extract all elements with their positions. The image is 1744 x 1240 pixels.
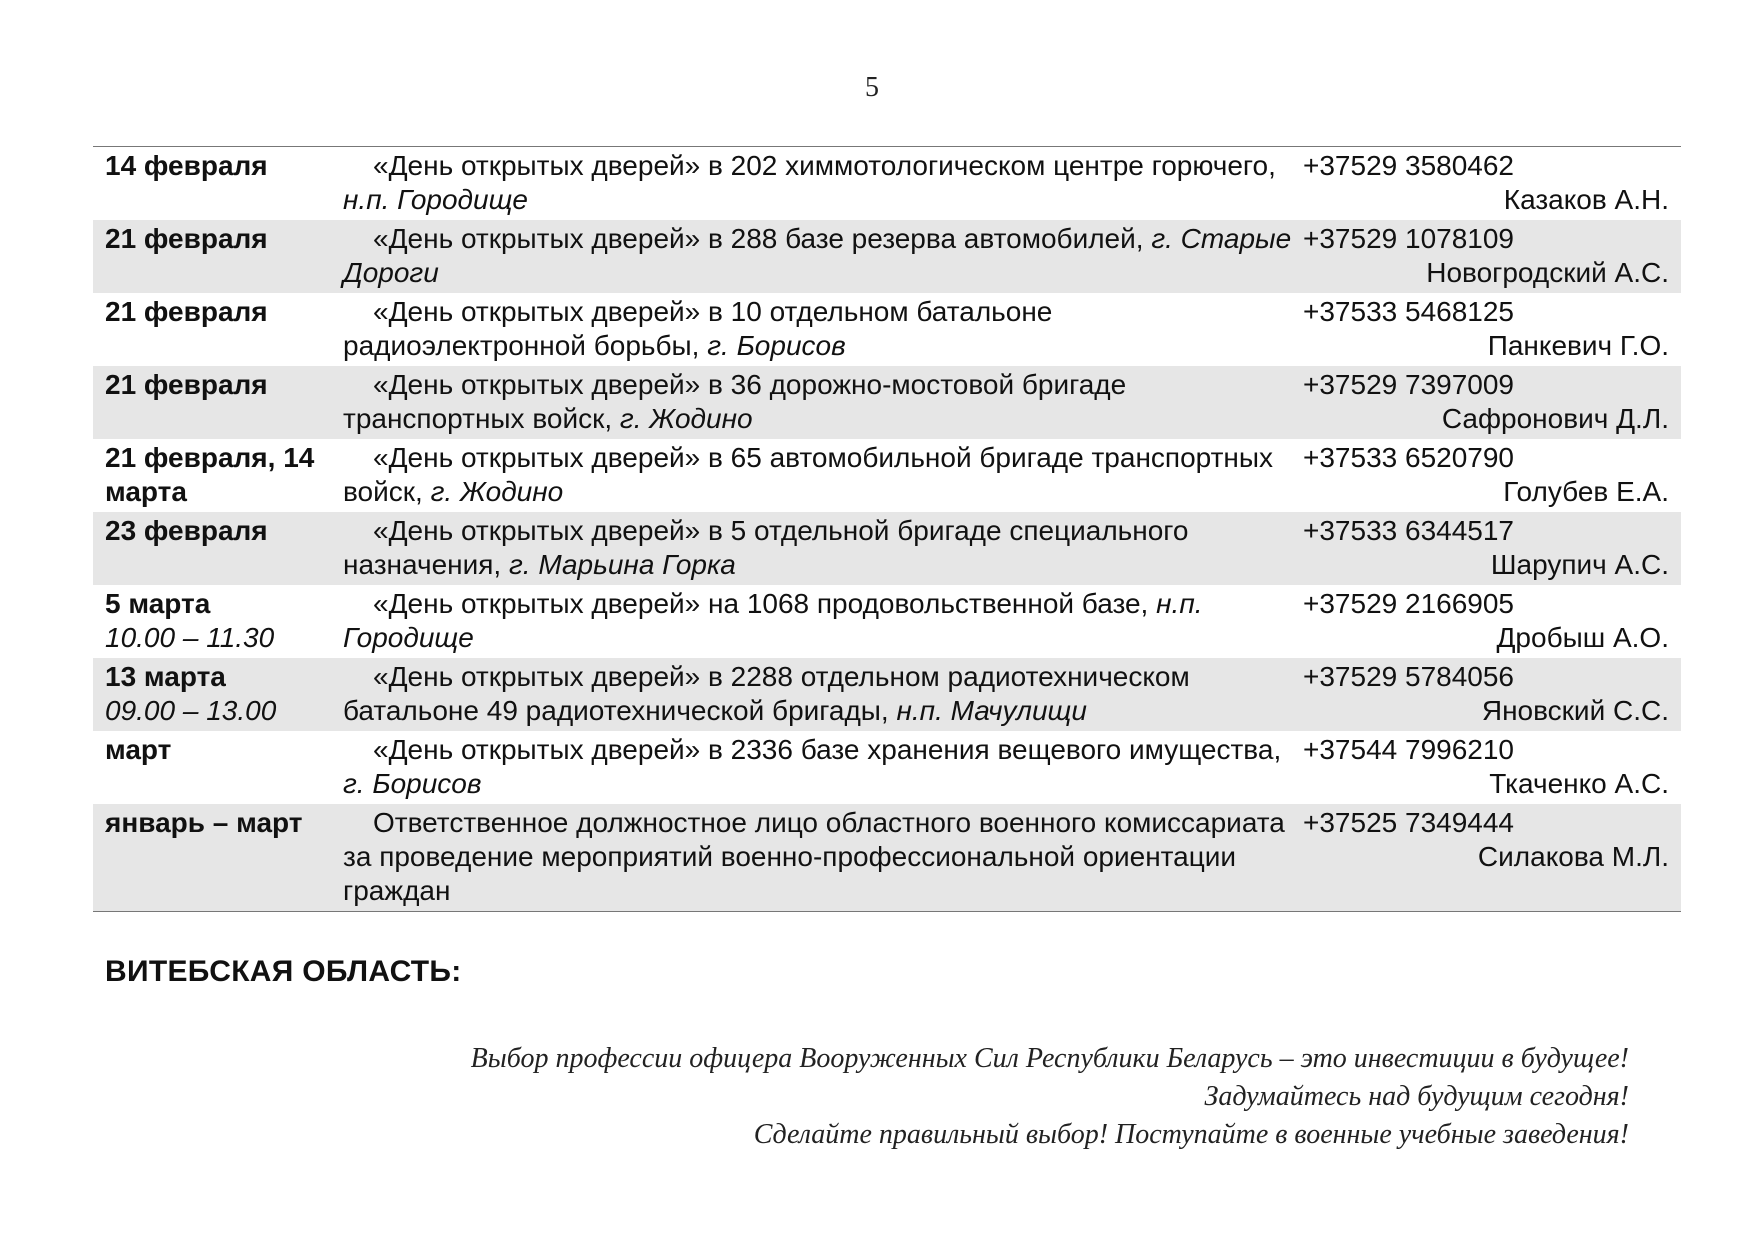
event-description-cell (343, 660, 1303, 728)
table-row (93, 293, 1681, 366)
event-date: январь – март (105, 807, 303, 838)
event-location: н.п. Городище (343, 184, 528, 215)
event-date-cell (93, 222, 343, 290)
event-description (343, 295, 1303, 363)
event-location: г. Борисов (343, 768, 482, 799)
contact-person: Казаков А.Н. (1503, 184, 1669, 215)
contact-person: Голубев Е.А. (1503, 476, 1669, 507)
contact-phone: +37529 2166905 (1303, 588, 1514, 619)
event-date: 21 февраля (105, 223, 268, 254)
contact-person: Панкевич Г.О. (1487, 330, 1669, 361)
event-description-cell (343, 587, 1303, 655)
event-text: «День открытых дверей» в 202 химмотологическом центре горючего, (373, 150, 1276, 181)
contact-cell (1303, 222, 1681, 290)
slogan-line: Задумайтесь над будущим сегодня! (1204, 1081, 1629, 1112)
event-description (343, 733, 1303, 801)
table-row (93, 585, 1681, 658)
event-text: «День открытых дверей» в 5 отдельной бригаде специального назначения, (343, 515, 1189, 580)
event-description (343, 660, 1303, 728)
event-text: «День открытых дверей» в 2336 базе хранения вещевого имущества, (373, 734, 1282, 765)
slogan-line: Выбор профессии офицера Вооруженных Сил Республики Беларусь – это инвестиции в будущее! (470, 1043, 1629, 1074)
event-date: 13 марта (105, 661, 226, 692)
event-location: н.п. Городище (343, 588, 1203, 653)
event-description-cell (343, 368, 1303, 436)
event-time: 10.00 – 11.30 (105, 622, 275, 653)
event-description-cell (343, 733, 1303, 801)
event-location: г. Жодино (430, 476, 564, 507)
contact-phone: +37525 7349444 (1303, 807, 1514, 838)
event-description-cell (343, 806, 1303, 908)
event-text: «День открытых дверей» в 10 отдельном батальоне радиоэлектронной борьбы, (343, 296, 1053, 361)
contact-cell (1303, 368, 1681, 436)
event-description (343, 806, 1303, 908)
event-date-cell (93, 441, 343, 509)
event-description-cell (343, 514, 1303, 582)
contact-phone: +37529 5784056 (1303, 661, 1514, 692)
contact-cell (1303, 149, 1681, 217)
page-number: 5 (865, 72, 879, 103)
contact-phone: +37533 6520790 (1303, 442, 1514, 473)
event-date-cell (93, 587, 343, 655)
contact-cell (1303, 587, 1681, 655)
event-location: г. Марьина Горка (508, 549, 736, 580)
contact-phone: +37533 6344517 (1303, 515, 1514, 546)
event-text: «День открытых дверей» в 288 базе резерва автомобилей, (373, 223, 1152, 254)
event-description (343, 222, 1303, 290)
contact-phone: +37544 7996210 (1303, 734, 1514, 765)
event-date: 21 февраля, 14 марта (105, 442, 315, 507)
event-date-cell (93, 295, 343, 363)
event-text: Ответственное должностное лицо областного военного комиссариата за проведение мероприятий военно-профессиональной ориентации граждан (343, 807, 1285, 906)
contact-cell (1303, 441, 1681, 509)
contact-phone: +37529 3580462 (1303, 150, 1514, 181)
event-date-cell (93, 514, 343, 582)
event-description (343, 587, 1303, 655)
event-description (343, 149, 1303, 217)
event-schedule-table (93, 146, 1681, 912)
table-row (93, 220, 1681, 293)
contact-person: Дробыш А.О. (1496, 622, 1669, 653)
event-time: 09.00 – 13.00 (105, 695, 277, 726)
slogans (471, 1040, 1629, 1154)
contact-cell (1303, 733, 1681, 801)
event-location: г. Старые Дороги (343, 223, 1292, 288)
table-row (93, 731, 1681, 804)
table-row (93, 658, 1681, 731)
event-date: март (105, 734, 172, 765)
event-description (343, 441, 1303, 509)
event-description-cell (343, 222, 1303, 290)
table-row (93, 439, 1681, 512)
contact-person: Силакова М.Л. (1477, 841, 1669, 872)
event-text: «День открытых дверей» в 65 автомобильной бригаде транспортных войск, (343, 442, 1274, 507)
table-row (93, 366, 1681, 439)
event-date-cell (93, 806, 343, 908)
contact-cell (1303, 295, 1681, 363)
event-location: г. Жодино (619, 403, 753, 434)
table-row (93, 147, 1681, 220)
event-date: 23 февраля (105, 515, 268, 546)
slogan-line: Сделайте правильный выбор! Поступайте в военные учебные заведения! (753, 1119, 1629, 1150)
event-text: «День открытых дверей» на 1068 продовольственной базе, (373, 588, 1157, 619)
event-location: г. Борисов (707, 330, 846, 361)
contact-cell (1303, 660, 1681, 728)
contact-phone: +37529 1078109 (1303, 223, 1514, 254)
event-text: «День открытых дверей» в 36 дорожно-мостовой бригаде транспортных войск, (343, 369, 1127, 434)
event-description-cell (343, 441, 1303, 509)
event-date-cell (93, 733, 343, 801)
region-heading: ВИТЕБСКАЯ ОБЛАСТЬ: (105, 955, 462, 988)
contact-person: Новогродский А.С. (1426, 257, 1669, 288)
contact-cell (1303, 514, 1681, 582)
event-description (343, 514, 1303, 582)
table-row (93, 804, 1681, 911)
table-row (93, 512, 1681, 585)
event-description-cell (343, 149, 1303, 217)
event-location: н.п. Мачулищи (896, 695, 1087, 726)
event-text: «День открытых дверей» в 2288 отдельном радиотехническом батальоне 49 радиотехнической бригады, (343, 661, 1190, 726)
event-date: 21 февраля (105, 296, 268, 327)
event-date-cell (93, 149, 343, 217)
event-date-cell (93, 660, 343, 728)
contact-phone: +37533 5468125 (1303, 296, 1514, 327)
event-date: 21 февраля (105, 369, 268, 400)
contact-person: Ткаченко А.С. (1489, 768, 1669, 799)
event-date: 5 марта (105, 588, 211, 619)
event-description-cell (343, 295, 1303, 363)
contact-person: Яновский С.С. (1481, 695, 1669, 726)
contact-person: Шарупич А.С. (1490, 549, 1669, 580)
contact-phone: +37529 7397009 (1303, 369, 1514, 400)
contact-person: Сафронович Д.Л. (1441, 403, 1669, 434)
event-date: 14 февраля (105, 150, 268, 181)
contact-cell (1303, 806, 1681, 908)
event-date-cell (93, 368, 343, 436)
event-description (343, 368, 1303, 436)
